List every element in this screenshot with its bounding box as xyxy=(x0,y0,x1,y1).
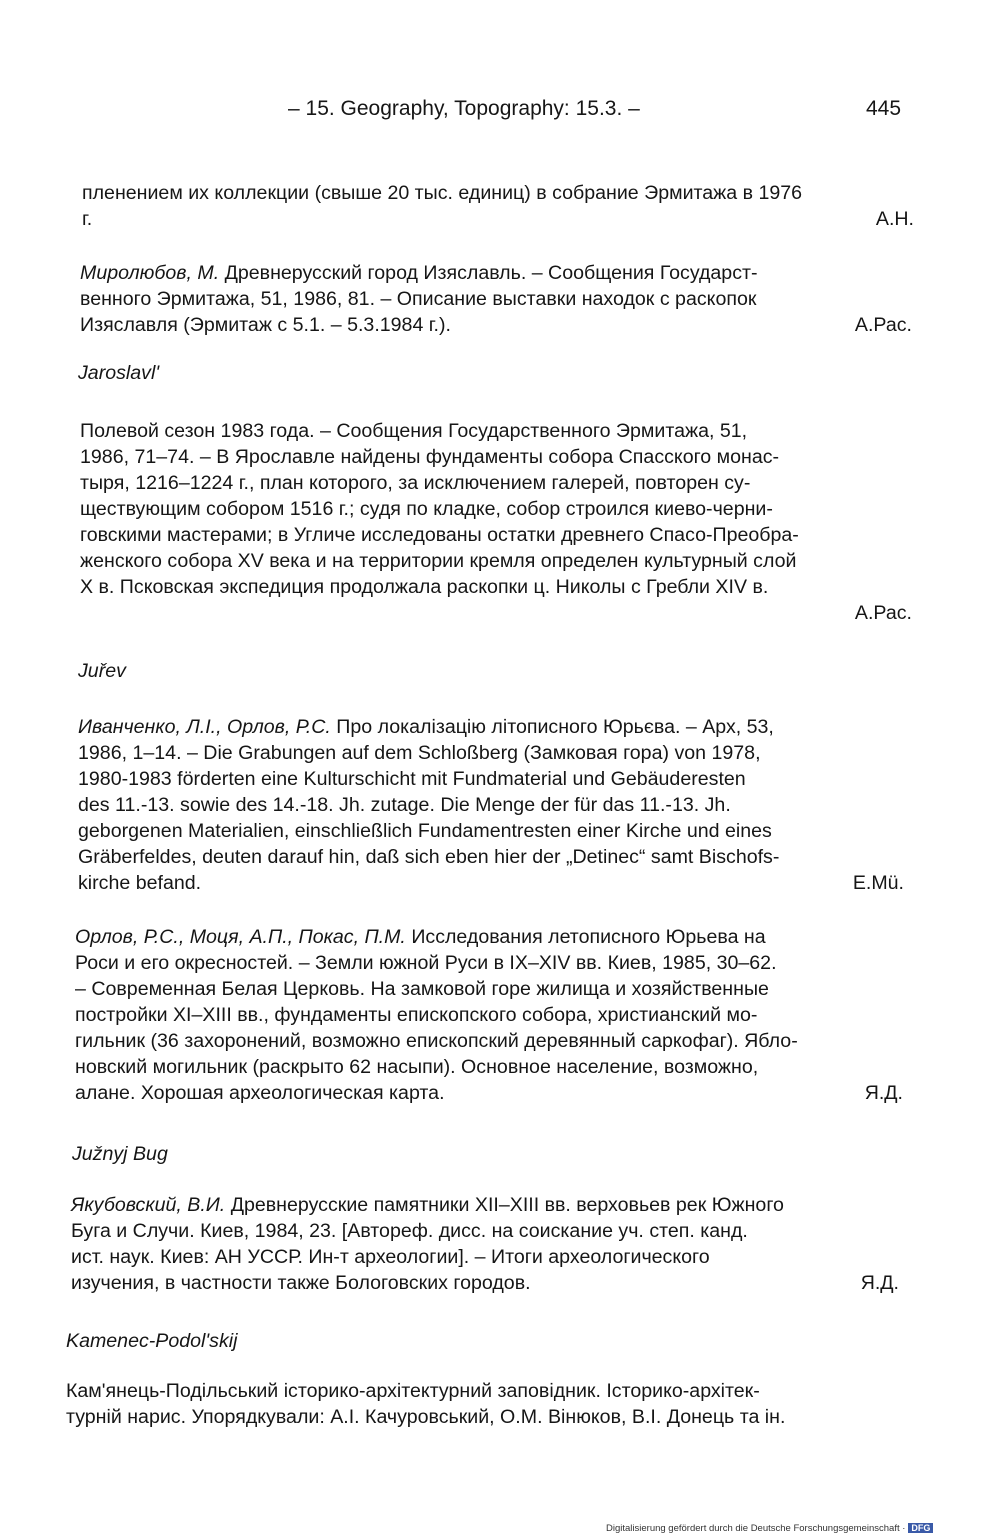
entry-text: Про локалізацію літописного Юрьєва. – Арх, 53, xyxy=(330,716,774,738)
entry-line: венного Эрмитажа, 51, 1986, 81. – Описание выставки находок с раскопок xyxy=(80,288,757,310)
reviewer-signature: А.Рас. xyxy=(854,602,912,624)
entry-line: Кам'янець-Подільський історико-архітектурний заповідник. Історико-архітек- xyxy=(66,1380,760,1402)
entry-line: 1986, 71–74. – В Ярославле найдены фундаменты собора Спасского монас- xyxy=(80,446,780,468)
entry-line: ист. наук. Киев: АН УССР. Ин-т археологии]. – Итоги археологического xyxy=(71,1246,710,1268)
entry-line: X в. Псковская экспедиция продолжала раскопки ц. Николы с Гребли XIV в. xyxy=(80,576,769,598)
bibliography-entry xyxy=(71,1192,899,1296)
entry-line: Gräberfeldes, deuten darauf hin, daß sich eben hier der „Detinec“ samt Bischofs- xyxy=(78,846,780,868)
bibliography-entry xyxy=(80,418,912,626)
entry-line: изучения, в частности также Бологовских городов. xyxy=(71,1272,531,1294)
entry-line: Буга и Случи. Киев, 1984, 23. [Автореф. дисс. на соискание уч. степ. канд. xyxy=(71,1220,748,1242)
entry-line: говскими мастерами; в Угличе исследованы остатки древнего Спасо-Преобра- xyxy=(80,524,799,546)
dfg-logo: DFG xyxy=(908,1523,933,1533)
section-heading: Jaroslavl' xyxy=(78,362,160,384)
reviewer-signature: А.Н. xyxy=(875,208,914,230)
entry-line: новский могильник (раскрыто 62 насыпи). Основное население, возможно, xyxy=(75,1056,759,1078)
bibliography-entry xyxy=(75,924,903,1106)
reviewer-signature: Я.Д. xyxy=(860,1272,899,1294)
entry-line: des 11.-13. sowie des 14.-18. Jh. zutage. Die Menge der für das 11.-13. Jh. xyxy=(78,794,731,816)
entry-line: Изяславля (Эрмитаж с 5.1. – 5.3.1984 г.). xyxy=(80,314,451,336)
entry-line: ществующим собором 1516 г.; судя по кладке, собор строился киево-черни- xyxy=(80,498,773,520)
entry-line: – Современная Белая Церковь. На замковой горе жилища и хозяйственные xyxy=(75,978,769,1000)
entry-line: 1980-1983 förderten eine Kulturschicht mit Fundmaterial und Gebäuderesten xyxy=(78,768,746,790)
entry-text: Древнерусский город Изяславль. – Сообщения Государст- xyxy=(219,262,758,284)
entry-author: Орлов, Р.С., Моця, А.П., Покас, П.М. xyxy=(75,926,406,948)
footer-text: Digitalisierung gefördert durch die Deutsche Forschungsgemeinschaft · xyxy=(606,1523,906,1534)
bibliography-entry xyxy=(78,714,904,896)
section-heading: Južnyj Bug xyxy=(72,1143,168,1165)
bibliography-entry xyxy=(80,260,912,338)
entry-line: пленением их коллекции (свыше 20 тыс. единиц) в собрание Эрмитажа в 1976 xyxy=(82,182,803,204)
running-title: – 15. Geography, Topography: 15.3. – xyxy=(288,97,640,120)
reviewer-signature: Я.Д. xyxy=(864,1082,903,1104)
reviewer-signature: E.Mü. xyxy=(852,872,904,894)
entry-line: женского собора XV века и на территории кремля определен культурный слой xyxy=(80,550,797,572)
entry-line: Полевой сезон 1983 года. – Сообщения Государственного Эрмитажа, 51, xyxy=(80,420,748,442)
entry-line: турній нарис. Упорядкували: А.І. Качуровський, О.М. Вінюков, В.І. Донець та ін. xyxy=(66,1406,786,1428)
entry-author: Миролюбов, М. xyxy=(80,262,220,284)
entry-line: kirche befand. xyxy=(78,872,202,894)
digitization-footer xyxy=(606,1523,933,1534)
entry-line: тыря, 1216–1224 г., план которого, за исключением галерей, повторен су- xyxy=(80,472,751,494)
entry-text: Исследования летописного Юрьева на xyxy=(405,926,766,948)
reviewer-signature: А.Рас. xyxy=(854,314,912,336)
entry-line: гильник (36 захоронений, возможно епископский деревянный саркофаг). Ябло- xyxy=(75,1030,798,1052)
entry-author: Иванченко, Л.І., Орлов, Р.С. xyxy=(78,716,331,738)
page-number: 445 xyxy=(866,97,902,120)
entry-author: Якубовский, В.И. xyxy=(71,1194,226,1216)
entry-line: алане. Хорошая археологическая карта. xyxy=(75,1082,445,1104)
bibliography-entry xyxy=(82,180,914,232)
entry-line: постройки XI–XIII вв., фундаменты епископского собора, христианский мо- xyxy=(75,1004,758,1026)
section-heading: Juřev xyxy=(78,660,126,682)
entry-line: 1986, 1–14. – Die Grabungen auf dem Schloßberg (Замковая гора) von 1978, xyxy=(78,742,761,764)
page-header xyxy=(0,97,1000,129)
section-heading: Kamenec-Podol'skij xyxy=(66,1330,238,1352)
bibliography-entry xyxy=(66,1378,896,1430)
entry-line: geborgenen Materialien, einschließlich Fundamentresten einer Kirche und eines xyxy=(78,820,772,842)
entry-line: г. xyxy=(82,208,93,230)
entry-line: Роси и его окресностей. – Земли южной Руси в IX–XIV вв. Киев, 1985, 30–62. xyxy=(75,952,777,974)
entry-text: Древнерусские памятники XII–XIII вв. верховьев рек Южного xyxy=(225,1194,784,1216)
